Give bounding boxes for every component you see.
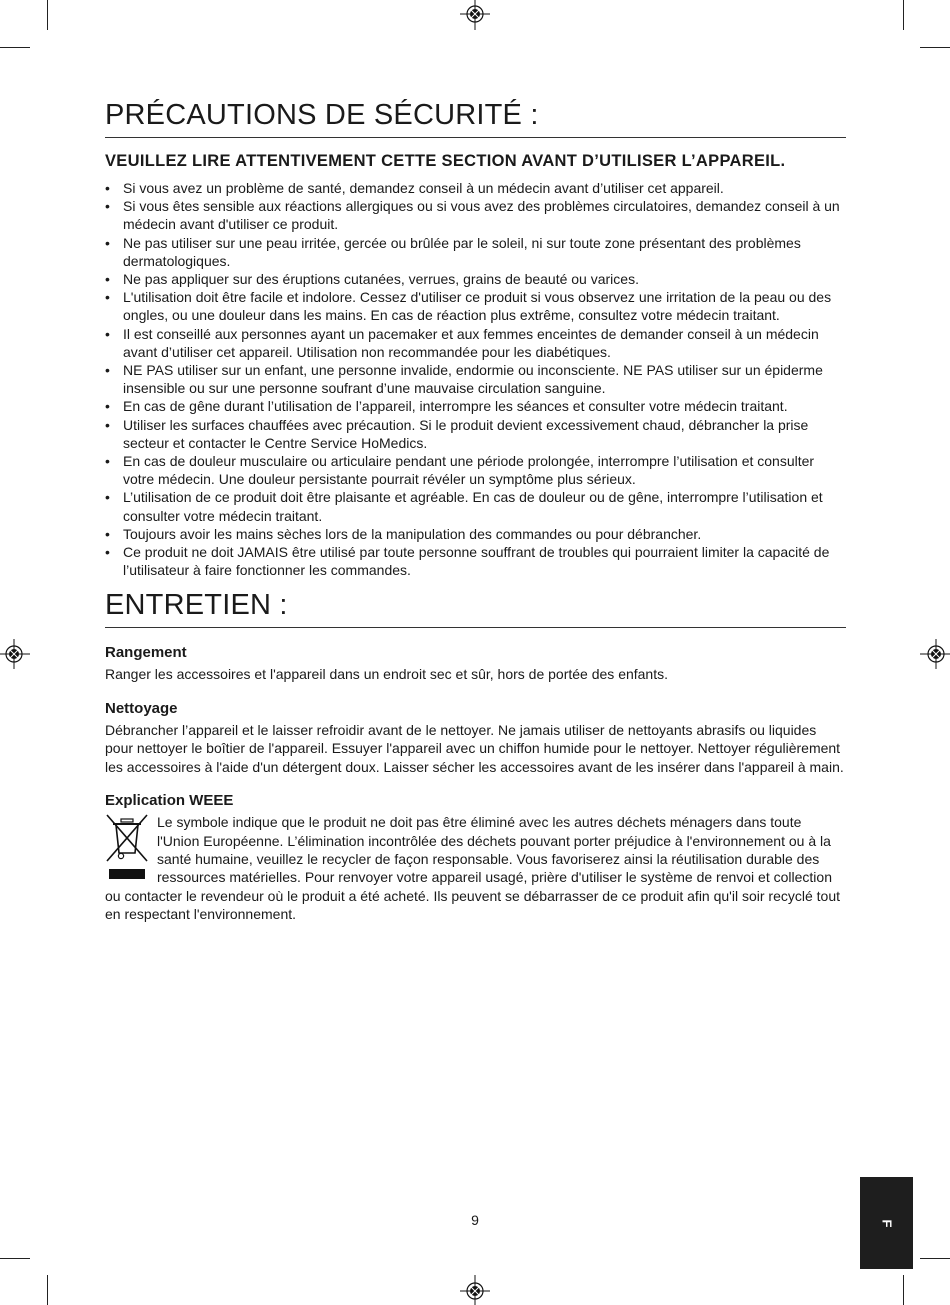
registration-mark-icon	[460, 0, 490, 30]
crop-mark	[920, 47, 950, 48]
list-item: • L’utilisation de ce produit doit être plaisante et agréable. En cas de douleur ou de gêne, interrompre l’utilisation et consulter votre médecin traitant.	[105, 488, 846, 524]
precautions-title: PRÉCAUTIONS DE SÉCURITÉ :	[105, 97, 846, 138]
list-item: • L'utilisation doit être facile et indolore. Cessez d'utiliser ce produit si vous observez une irritation de la peau ou des ongles, ou une douleur dans les mains. En cas de réaction plus extrême, consultez votre médecin traitant.	[105, 288, 846, 324]
list-item: • Ce produit ne doit JAMAIS être utilisé par toute personne souffrant de troubles qui pourraient limiter la capacité de l’utilisateur à faire fonctionner les commandes.	[105, 543, 846, 579]
list-item: • Utiliser les surfaces chauffées avec précaution. Si le produit devient excessivement chaud, débrancher la prise secteur et contacter le Centre Service HoMedics.	[105, 416, 846, 452]
crossed-out-bin-icon	[103, 813, 153, 883]
weee-text: Le symbole indique que le produit ne doit pas être éliminé avec les autres déchets ménagers dans toute l'Union Européenne. L’élimination incontrôlée des déchets pouvant porter préjudice à l'environnement ou à la santé humaine, veuillez le recycler de façon responsable. Vous favoriserez ainsi la réutilisation durable des ressources matérielles. Pour renvoyer votre appareil usagé, prière d'utiliser le système de renvoi et collection ou contacter le revendeur où le produit a été acheté. Ils peuvent se débarrasser de ce produit afin qu'il soir recyclé tout en respectant l'environnement.	[105, 814, 840, 923]
page-content	[105, 97, 846, 924]
crop-mark	[47, 0, 48, 30]
storage-heading: Rangement	[105, 644, 187, 662]
registration-mark-icon	[920, 639, 950, 669]
weee-heading: Explication WEEE	[105, 792, 234, 810]
crop-mark	[0, 47, 30, 48]
list-item: • Si vous avez un problème de santé, demandez conseil à un médecin avant d’utiliser cet appareil.	[105, 179, 846, 197]
crop-mark	[0, 1258, 30, 1259]
list-item: • Il est conseillé aux personnes ayant un pacemaker et aux femmes enceintes de demander conseil à un médecin avant d’utiliser cet appareil. Utilisation non recommandée pour les diabétiques.	[105, 325, 846, 361]
list-item: • Ne pas utiliser sur une peau irritée, gercée ou brûlée par le soleil, ni sur toute zone présentant des problèmes dermatologiques.	[105, 234, 846, 270]
maintenance-section	[105, 587, 846, 923]
list-item: • En cas de douleur musculaire ou articulaire pendant une période prolongée, interrompre l’utilisation et consulter votre médecin. Une douleur persistante pourrait révéler un symptôme plus sérieux.	[105, 452, 846, 488]
cleaning-text: Débrancher l’appareil et le laisser refroidir avant de le nettoyer. Ne jamais utiliser de nettoyants abrasifs ou liquides pour nettoyer le boîtier de l'appareil. Essuyer l'appareil avec un chiffon humide pour le nettoyer. Nettoyer régulièrement les accessoires à l'aide d'un détergent doux. Laisser sécher les accessoires avant de les insérer dans l'appareil à main.	[105, 721, 844, 775]
list-item: • En cas de gêne durant l’utilisation de l’appareil, interrompre les séances et consulter votre médecin traitant.	[105, 397, 846, 415]
cleaning-heading: Nettoyage	[105, 699, 178, 717]
crop-mark	[47, 1275, 48, 1305]
registration-mark-icon	[0, 639, 30, 669]
language-tab	[860, 1177, 913, 1269]
list-item: • Toujours avoir les mains sèches lors de la manipulation des commandes ou pour débrancher.	[105, 525, 846, 543]
weee-block	[105, 813, 846, 923]
precautions-subtitle: VEUILLEZ LIRE ATTENTIVEMENT CETTE SECTION AVANT D’UTILISER L’APPAREIL.	[105, 152, 786, 170]
precautions-list	[105, 179, 846, 579]
list-item: • Si vous êtes sensible aux réactions allergiques ou si vous avez des problèmes circulatoires, demandez conseil à un médecin avant d'utiliser ce produit.	[105, 197, 846, 233]
crop-mark	[920, 1258, 950, 1259]
crop-mark	[903, 0, 904, 30]
page-number: 9	[471, 1212, 479, 1228]
crop-mark	[903, 1275, 904, 1305]
maintenance-title: ENTRETIEN :	[105, 587, 846, 628]
registration-mark-icon	[460, 1275, 490, 1305]
language-tab-label: F	[878, 1219, 894, 1227]
storage-text: Ranger les accessoires et l'appareil dans un endroit sec et sûr, hors de portée des enfants.	[105, 666, 669, 683]
list-item: • Ne pas appliquer sur des éruptions cutanées, verrues, grains de beauté ou varices.	[105, 270, 846, 288]
list-item: • NE PAS utiliser sur un enfant, une personne invalide, endormie ou inconsciente. NE PAS utiliser sur un épiderme insensible ou sur une personne soufrant d’une mauvaise circulation sanguine.	[105, 361, 846, 397]
